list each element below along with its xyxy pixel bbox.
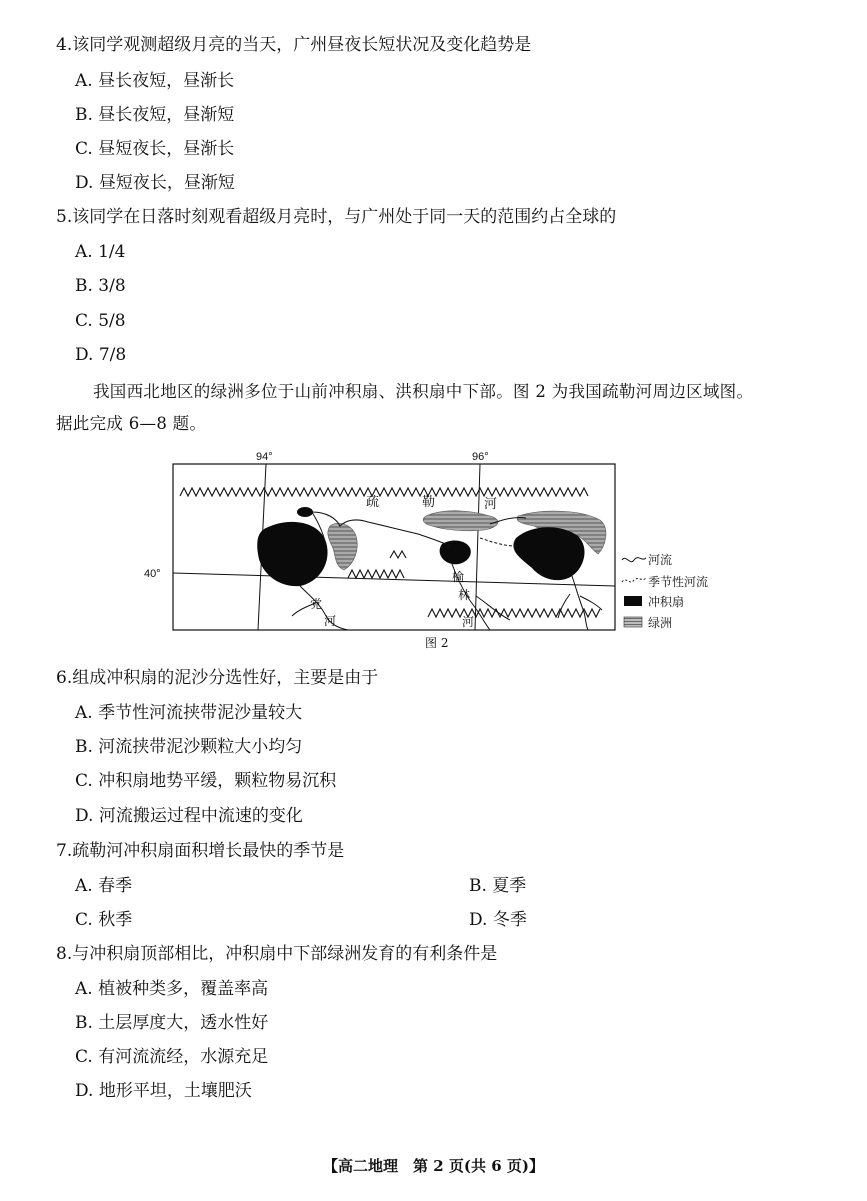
question-5-stem: 5.该同学在日落时刻观看超级月亮时，与广州处于同一天的范围约占全球的 [56, 207, 617, 227]
question-4-option-a: A. 昼长夜短，昼渐长 [75, 71, 235, 91]
question-5-option-c: C. 5/8 [75, 311, 126, 331]
yulin-label-1: 榆 [452, 570, 465, 584]
question-8-option-c: C. 有河流流经，水源充足 [75, 1047, 269, 1067]
question-7-option-a: A. 春季 [75, 876, 133, 896]
question-8-option-b: B. 土层厚度大，透水性好 [75, 1013, 269, 1033]
question-5-option-b: B. 3/8 [75, 276, 126, 296]
question-7-stem: 7.疏勒河冲积扇面积增长最快的季节是 [56, 841, 345, 861]
question-6-stem: 6.组成冲积扇的泥沙分选性好，主要是由于 [56, 668, 379, 688]
question-4-option-b: B. 昼长夜短，昼渐短 [75, 105, 235, 125]
shule-label-1: 疏 [366, 495, 380, 510]
lake [297, 507, 313, 517]
question-7-option-d: D. 冬季 [469, 910, 527, 930]
question-7-option-c: C. 秋季 [75, 910, 133, 930]
question-8-option-a: A. 植被种类多，覆盖率高 [75, 979, 269, 999]
question-8-stem: 8.与冲积扇顶部相比，冲积扇中下部绿洲发育的有利条件是 [56, 944, 498, 964]
legend-fan-label: 冲积扇 [648, 595, 685, 609]
map-legend [622, 552, 708, 630]
lon-label-96: 96° [472, 451, 489, 463]
question-6-option-d: D. 河流搬运过程中流速的变化 [75, 806, 303, 826]
question-6-option-a: A. 季节性河流挟带泥沙量较大 [75, 703, 303, 723]
question-4-option-d: D. 昼短夜长，昼渐短 [75, 173, 235, 193]
question-6-option-c: C. 冲积扇地势平缓，颗粒物易沉积 [75, 771, 337, 791]
yulin-label-2: 林 [458, 588, 471, 602]
question-5-option-a: A. 1/4 [75, 242, 126, 262]
legend-river-symbol [622, 558, 646, 562]
lat-label-40: 40° [144, 568, 161, 580]
legend-oasis-symbol [624, 617, 642, 627]
page-footer: 【高二地理 第 2 页(共 6 页)】 [323, 1157, 544, 1175]
shule-label-3: 河 [484, 497, 498, 512]
dang-label-1: 党 [310, 597, 323, 611]
yulin-label-3: 河 [462, 615, 475, 629]
intro-line-2: 据此完成 6—8 题。 [56, 414, 207, 433]
legend-river-label: 河流 [648, 553, 673, 567]
figure-caption: 图 2 [425, 636, 449, 650]
question-6-option-b: B. 河流挟带泥沙颗粒大小均匀 [75, 737, 303, 757]
question-5-option-d: D. 7/8 [75, 345, 127, 365]
legend-seasonal-label: 季节性河流 [648, 575, 709, 589]
question-4-option-c: C. 昼短夜长，昼渐长 [75, 139, 235, 159]
legend-seasonal-symbol [622, 578, 646, 582]
legend-oasis-label: 绿洲 [648, 616, 673, 630]
legend-fan-symbol [624, 596, 642, 606]
question-4-stem: 4.该同学观测超级月亮的当天，广州昼夜长短状况及变化趋势是 [56, 35, 532, 55]
shule-river-map [140, 446, 740, 636]
intro-line-1: 我国西北地区的绿洲多位于山前冲积扇、洪积扇中下部。图 2 为我国疏勒河周边区域图。 [93, 382, 754, 401]
lon-label-94: 94° [256, 451, 273, 463]
question-8-option-d: D. 地形平坦，土壤肥沃 [75, 1081, 252, 1101]
question-7-option-b: B. 夏季 [469, 876, 527, 896]
shule-label-2: 勒 [422, 495, 436, 510]
dang-label-2: 河 [324, 614, 337, 628]
